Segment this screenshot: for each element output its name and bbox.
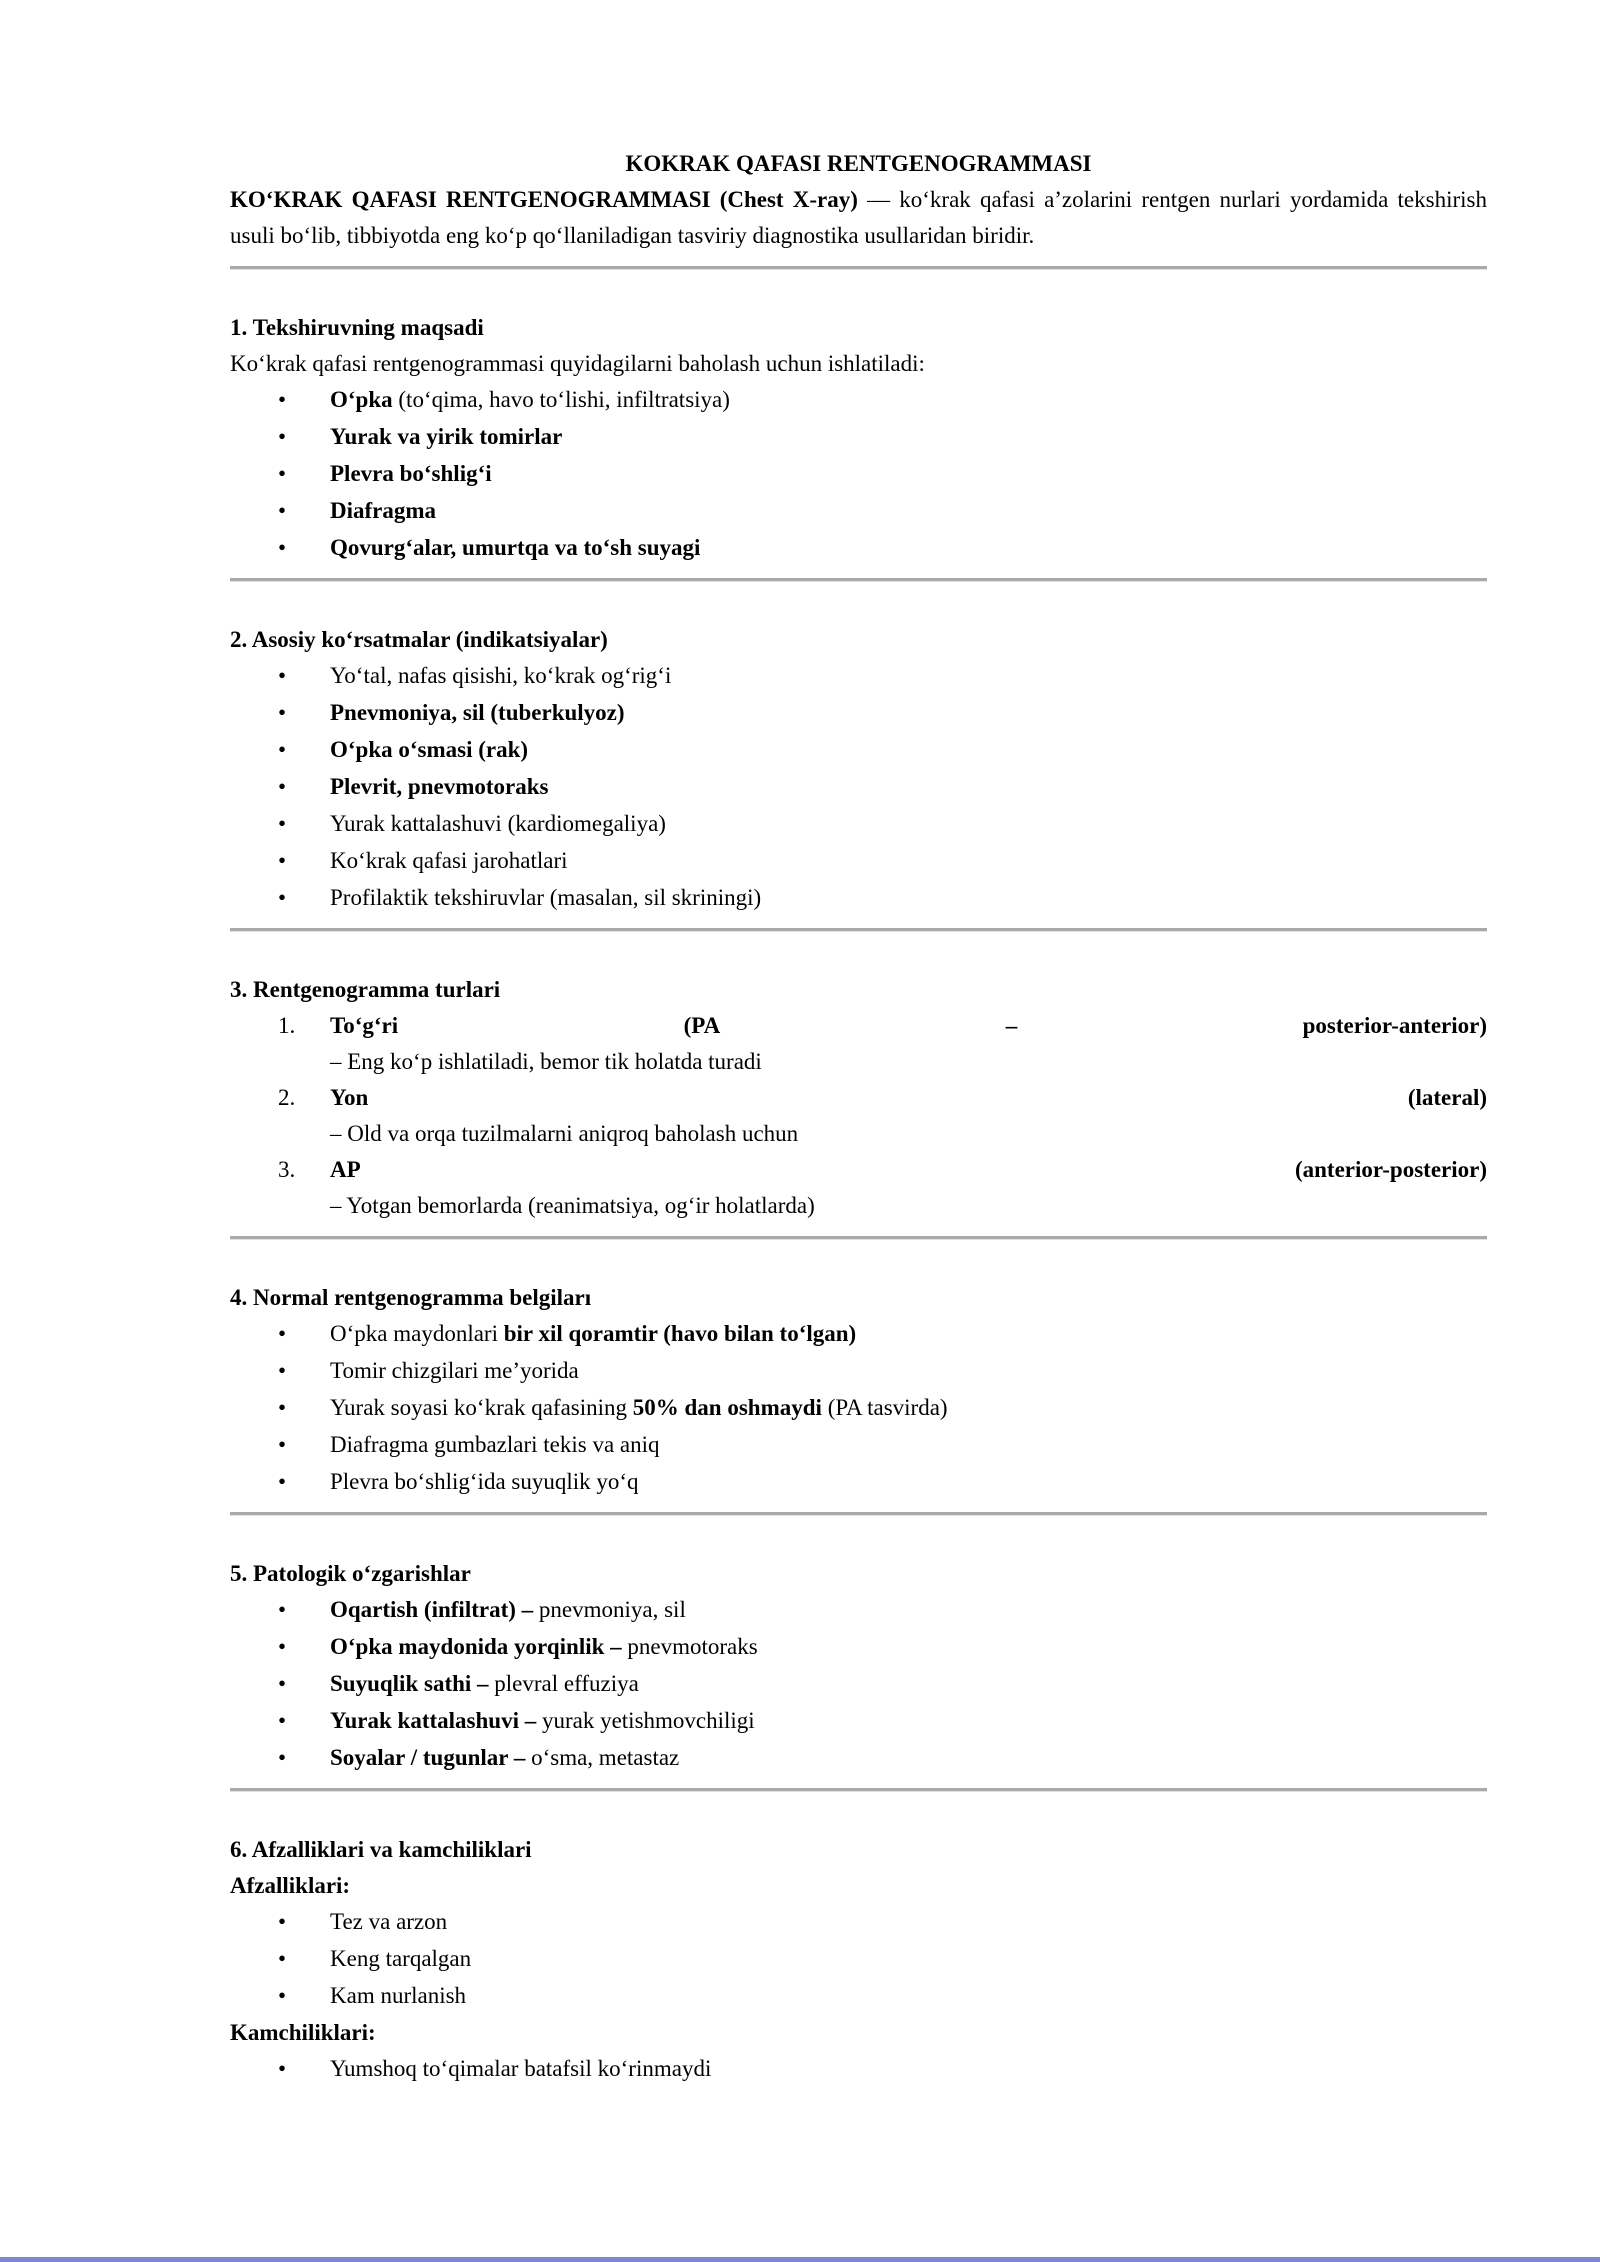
section-heading: 4. Normal rentgenogramma belgiları xyxy=(230,1285,592,1310)
section-heading: 6. Afzalliklari va kamchiliklari xyxy=(230,1837,532,1862)
item-title-row: AP (anterior-posterior) xyxy=(330,1157,1487,1182)
intro-lead: KO‘KRAK QAFASI RENTGENOGRAMMASI (Chest X-ray) xyxy=(230,187,858,212)
list-item: • Kam nurlanish xyxy=(230,1978,1487,2014)
list-item: • Yo‘tal, nafas qisishi, ko‘krak og‘rig‘i xyxy=(230,658,1487,694)
section-divider xyxy=(230,578,1487,582)
intro-paragraph xyxy=(230,182,1487,254)
bullet-list xyxy=(230,1904,1487,2014)
list-item: • Yumshoq to‘qimalar batafsil ko‘rinmaydi xyxy=(230,2051,1487,2087)
list-item: • Ko‘krak qafasi jarohatlari xyxy=(230,843,1487,879)
item-note: – Eng ko‘p ishlatiladi, bemor tik holatda turadi xyxy=(330,1049,762,1074)
section-purpose xyxy=(230,310,1487,566)
list-item: • O‘pka maydonlari bir xil qoramtir (havo bilan to‘lgan) xyxy=(230,1316,1487,1352)
list-item: • Yurak va yirik tomirlar xyxy=(230,419,1487,455)
list-item: • O‘pka (to‘qima, havo to‘lishi, infiltratsiya) xyxy=(230,382,1487,418)
section-pros-cons xyxy=(230,1832,1487,2087)
list-item xyxy=(230,1008,1487,1080)
item-note: – Yotgan bemorlarda (reanimatsiya, og‘ir holatlarda) xyxy=(330,1193,815,1218)
item-title-row: Yon (lateral) xyxy=(330,1085,1487,1110)
section-indications xyxy=(230,622,1487,916)
list-item: • Yurak kattalashuvi (kardiomegaliya) xyxy=(230,806,1487,842)
bullet-list xyxy=(230,2051,1487,2087)
item-number: 1. xyxy=(278,1013,296,1038)
section-types xyxy=(230,972,1487,1224)
section-pathology xyxy=(230,1556,1487,1776)
section-intro: Ko‘krak qafasi rentgenogrammasi quyidagilarni baholash uchun ishlatiladi: xyxy=(230,351,925,376)
section-divider xyxy=(230,1512,1487,1516)
subsection-label: Kamchiliklari: xyxy=(230,2020,376,2045)
item-number: 3. xyxy=(278,1157,296,1182)
page-title: KOKRAK QAFASI RENTGENOGRAMMASI xyxy=(625,151,1092,176)
item-number: 2. xyxy=(278,1085,296,1110)
list-item: • Diafragma gumbazlari tekis va aniq xyxy=(230,1427,1487,1463)
list-item: • Plevra bo‘shlig‘i xyxy=(230,456,1487,492)
list-item: • Soyalar / tugunlar – o‘sma, metastaz xyxy=(230,1740,1487,1776)
list-item: • Plevrit, pnevmotoraks xyxy=(230,769,1487,805)
list-item: • Suyuqlik sathi – plevral effuziya xyxy=(230,1666,1487,1702)
bullet-list xyxy=(230,382,1487,566)
section-heading: 3. Rentgenogramma turlari xyxy=(230,977,501,1002)
list-item: • Tomir chizgilari me’yorida xyxy=(230,1353,1487,1389)
section-divider xyxy=(230,266,1487,270)
list-item: • O‘pka maydonida yorqinlik – pnevmotoraks xyxy=(230,1629,1487,1665)
list-item xyxy=(230,1152,1487,1224)
list-item: • Diafragma xyxy=(230,493,1487,529)
section-divider xyxy=(230,1236,1487,1240)
list-item: • Qovurg‘alar, umurtqa va to‘sh suyagi xyxy=(230,530,1487,566)
section-heading: 2. Asosiy ko‘rsatmalar (indikatsiyalar) xyxy=(230,627,608,652)
item-title-row: To‘g‘ri (PA – posterior-anterior) xyxy=(330,1013,1487,1038)
item-note: – Old va orqa tuzilmalarni aniqroq baholash uchun xyxy=(330,1121,799,1146)
list-item: • Tez va arzon xyxy=(230,1904,1487,1940)
list-item xyxy=(230,1080,1487,1152)
section-divider xyxy=(230,1788,1487,1792)
numbered-list xyxy=(230,1008,1487,1224)
list-item: • Oqartish (infiltrat) – pnevmoniya, sil xyxy=(230,1592,1487,1628)
subsection-label: Afzalliklari: xyxy=(230,1873,351,1898)
intro-body: — ko‘krak qafasi a’zolarini rentgen nurlari yordamida tekshirish usuli bo‘lib, tibbiyotda eng ko‘p qo‘llaniladigan tasviriy diagnostika usullaridan biridir. xyxy=(230,187,1487,248)
bottom-page-edge-bar xyxy=(0,2257,1600,2262)
bullet-list xyxy=(230,1316,1487,1500)
section-divider xyxy=(230,928,1487,932)
list-item: • Pnevmoniya, sil (tuberkulyoz) xyxy=(230,695,1487,731)
list-item: • Plevra bo‘shlig‘ida suyuqlik yo‘q xyxy=(230,1464,1487,1500)
list-item: • O‘pka o‘smasi (rak) xyxy=(230,732,1487,768)
section-normal-signs xyxy=(230,1280,1487,1500)
list-item: • Yurak soyasi ko‘krak qafasining 50% dan oshmaydi (PA tasvirda) xyxy=(230,1390,1487,1426)
bullet-list xyxy=(230,658,1487,916)
list-item: • Profilaktik tekshiruvlar (masalan, sil skriningi) xyxy=(230,880,1487,916)
section-heading: 5. Patologik o‘zgarishlar xyxy=(230,1561,471,1586)
bullet-list xyxy=(230,1592,1487,1776)
list-item: • Keng tarqalgan xyxy=(230,1941,1487,1977)
list-item: • Yurak kattalashuvi – yurak yetishmovchiligi xyxy=(230,1703,1487,1739)
section-heading: 1. Tekshiruvning maqsadi xyxy=(230,315,484,340)
